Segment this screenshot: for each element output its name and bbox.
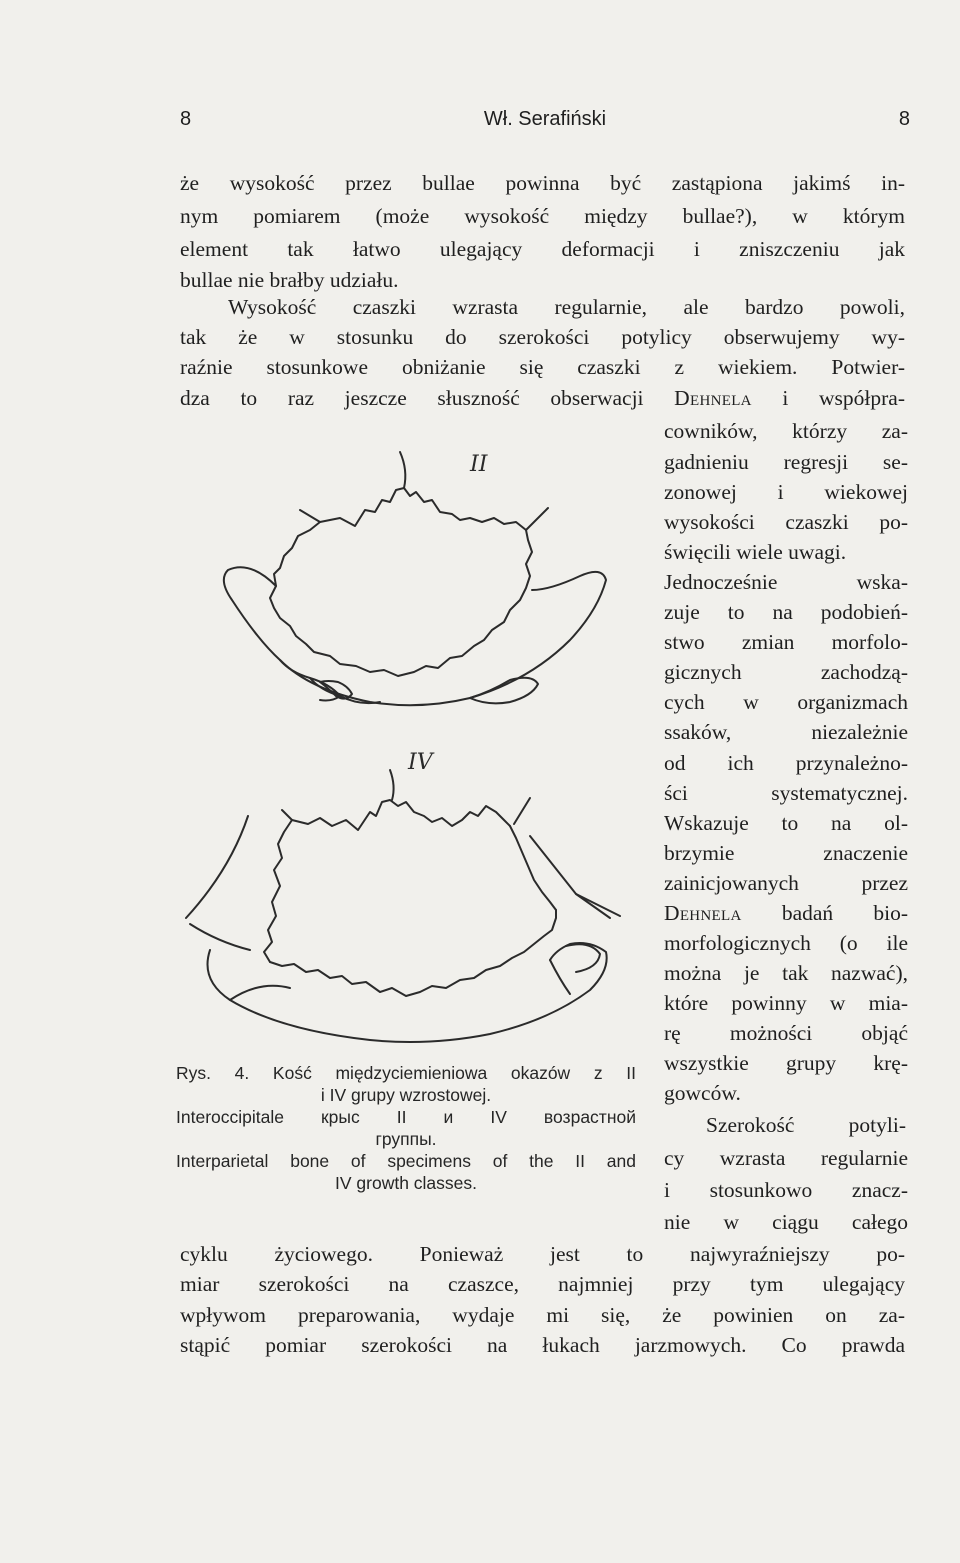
body-line: brzymie znaczenie xyxy=(664,841,908,865)
figure-label-ii: II xyxy=(470,452,488,477)
body-line: zuje to na podobień- xyxy=(664,600,908,624)
body-line: morfologicznych (o ile xyxy=(664,931,908,955)
body-text: badań bio- xyxy=(741,901,908,925)
body-line: gadnieniu regresji se- xyxy=(664,450,908,474)
author-name-dehnela: Dehnela xyxy=(674,386,752,410)
body-line: raźnie stosunkowe obniżanie się czaszki z wiekiem. Potwier- xyxy=(180,355,905,379)
body-text: dza to raz jeszcze słuszność obserwacji xyxy=(180,386,675,410)
caption-polish-line: Rys. 4. Kość międzyciemieniowa okazów z II xyxy=(176,1063,636,1083)
body-line: wszystkie grupy krę- xyxy=(664,1051,908,1075)
body-line: ssaków, niezależnie xyxy=(664,720,908,744)
body-line: wysokości czaszki po- xyxy=(664,510,908,534)
body-line: cy wzrasta regularnie xyxy=(664,1146,908,1170)
body-line: cych w organizmach xyxy=(664,690,908,714)
running-head-author: Wł. Serafiński xyxy=(483,108,607,130)
body-line: element tak łatwo ulegający deformacji i zniszczeniu jak xyxy=(180,237,905,261)
body-line: ści systematycznej. xyxy=(664,781,908,805)
specimen-ii-outline xyxy=(224,452,606,705)
caption-polish-line: i IV grupy wzrostowej. xyxy=(320,1085,492,1105)
body-line: tak że w stosunku do szerokości potylicy obserwujemy wy- xyxy=(180,325,905,349)
caption-russian-line: Interoccipitale крыс II и IV возрастной xyxy=(176,1107,636,1127)
body-line: bullae nie brałby udziału. xyxy=(180,268,399,292)
body-line: od ich przynależno- xyxy=(664,751,908,775)
body-line: miar szerokości na czaszce, najmniej przy tym ulegający xyxy=(180,1272,905,1296)
body-line: które powinny w mia- xyxy=(664,991,908,1015)
body-text: i współpra- xyxy=(751,386,906,410)
body-line: gowców. xyxy=(664,1081,741,1105)
body-line: rę możności objąć xyxy=(664,1021,908,1045)
figure-caption xyxy=(176,1062,636,1194)
body-line: gicznych zachodzą- xyxy=(664,660,908,684)
body-line xyxy=(664,898,908,928)
body-line: że wysokość przez bullae powinna być zastąpiona jakimś in- xyxy=(180,171,905,195)
body-line: Wskazuje to na ol- xyxy=(664,811,908,835)
page-number-left: 8 xyxy=(180,108,192,130)
body-line: Szerokość potyli- xyxy=(706,1113,906,1137)
body-line: wpływom preparowania, wydaje mi się, że powinien on za- xyxy=(180,1303,905,1327)
body-line: Jednocześnie wska- xyxy=(664,570,908,594)
caption-english-line: IV growth classes. xyxy=(335,1173,477,1193)
figure-label-iv: IV xyxy=(408,750,433,775)
body-line: święcili wiele uwagi. xyxy=(664,540,847,564)
figure-interparietal-bones xyxy=(170,440,650,1070)
body-line: cowników, którzy za- xyxy=(664,419,908,443)
author-name-dehnela: Dehnela xyxy=(664,901,742,925)
specimen-iv-outline xyxy=(186,770,620,1042)
body-line: cyklu życiowego. Ponieważ jest to najwyraźniejszy po- xyxy=(180,1242,905,1266)
body-line xyxy=(180,383,905,413)
body-line: i stosunkowo znacz- xyxy=(664,1178,908,1202)
body-line: Wysokość czaszki wzrasta regularnie, ale bardzo powoli, xyxy=(228,295,905,319)
page-number-right: 8 xyxy=(898,108,910,130)
caption-russian-line: группы. xyxy=(375,1129,437,1149)
body-line: stwo zmian morfolo- xyxy=(664,630,908,654)
body-line: nie w ciągu całego xyxy=(664,1210,908,1234)
body-line: stąpić pomiar szerokości na łukach jarzmowych. Co prawda xyxy=(180,1333,905,1357)
body-line: zainicjowanych przez xyxy=(664,871,908,895)
caption-english-line: Interparietal bone of specimens of the II and xyxy=(176,1151,636,1171)
body-line: nym pomiarem (może wysokość między bullae?), w którym xyxy=(180,204,905,228)
body-line: można je tak nazwać), xyxy=(664,961,908,985)
running-header xyxy=(180,108,910,142)
body-line: zonowej i wiekowej xyxy=(664,480,908,504)
